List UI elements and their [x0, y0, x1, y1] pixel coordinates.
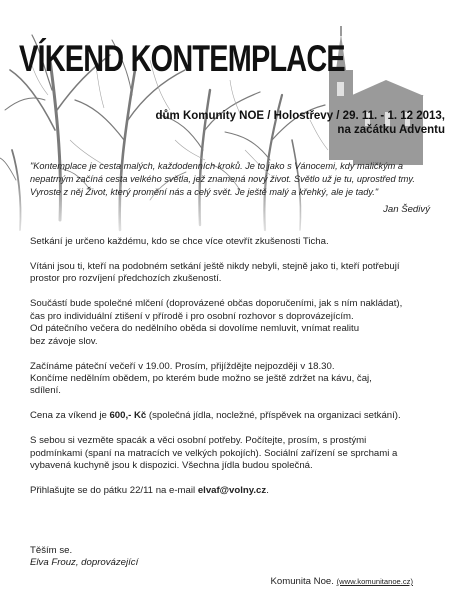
paragraph-line: Součástí bude společné mlčení (doprovázené občas doporučeními, jak s ním nakládat),: [30, 298, 403, 310]
page-title: VÍKEND KONTEMPLACE: [19, 38, 345, 79]
paragraph-line: sdílení.: [30, 385, 61, 397]
paragraph-intro: Setkání je určeno každému, kdo se chce více otevřít zkušenosti Ticha.: [30, 236, 329, 247]
paragraph-program: [30, 298, 448, 348]
footer: [270, 576, 413, 587]
website-link[interactable]: (www.komunitanoe.cz): [336, 577, 413, 586]
event-location-date: dům Komunity NOE / Holostřevy / 29. 11. - 1. 12 2013,: [155, 110, 445, 122]
price-details: (společná jídla, nocležné, příspěvek na organizaci setkání).: [146, 410, 401, 422]
paragraph-line: S sebou si vezměte spacák a věci osobní potřeby. Počítejte, prosím, s prostými: [30, 435, 367, 447]
event-occasion: na začátku Adventu: [337, 124, 445, 136]
paragraph-line: prostor pro rozvíjení předchozích zkušeností.: [30, 273, 222, 285]
registration-prefix: Přihlašujte se do pátku 22/11 na e-mail: [30, 485, 198, 497]
price-value: 600,- Kč: [109, 410, 147, 422]
paragraph-welcome: [30, 261, 448, 286]
paragraph-line: podmínkami (spaní na matracích ve velkých pokojích). Sociální zařízení se sprchami a: [30, 447, 398, 459]
paragraph-line: Vítáni jsou ti, kteří na podobném setkání ještě nikdy nebyli, stejně jako ti, kteří potřebují: [30, 261, 400, 272]
quote-text: "Kontemplace je cesta malých, každodenních kroků. Je to jako s Vánocemi, kdy maličkým a nepatrným začíná cesta velkého světla, jež znamená nový život. Světlo už je tu, uprostřed tmy. Vyroste z něj Život, který promění nás a celý svět. Je ještě malý a křehký, ale je tady.": [30, 161, 415, 197]
paragraph-schedule: [30, 361, 448, 398]
registration-suffix: .: [266, 485, 269, 497]
paragraph-line: Od pátečního večera do nedělního oběda si dovolíme nemluvit, vnímat realitu: [30, 323, 360, 335]
paragraph-line: čas pro individuální ztišení v přírodě i pro osobní rozhovor s doprovázejícím.: [30, 310, 354, 322]
signature-greeting: Těším se.: [30, 545, 73, 556]
paragraph-price: [30, 410, 448, 422]
paragraph-line: Začínáme páteční večeří v 19.00. Prosím, přijíždějte nejpozději v 18.30.: [30, 360, 335, 372]
paragraph-bring: [30, 435, 448, 472]
signature: [30, 545, 138, 570]
quote-author: Jan Šedivý: [383, 204, 430, 215]
price-prefix: Cena za víkend je: [30, 410, 110, 422]
signature-name: Elva Frouz, doprovázející: [30, 557, 139, 569]
paragraph-line: vybavená kuchyně jsou k dispozici. Všechna jídla budou společná.: [30, 460, 313, 472]
paragraph-line: Končíme nedělním obědem, po kterém bude možno se ještě zdržet na kávu, čaj,: [30, 373, 372, 385]
email-link[interactable]: elvaf@volny.cz: [197, 485, 267, 497]
paragraph-registration: [30, 485, 448, 497]
invitation-body: [30, 236, 448, 510]
footer-org: Komunita Noe.: [270, 576, 334, 587]
paragraph-line: bez závoje slov.: [30, 335, 98, 347]
